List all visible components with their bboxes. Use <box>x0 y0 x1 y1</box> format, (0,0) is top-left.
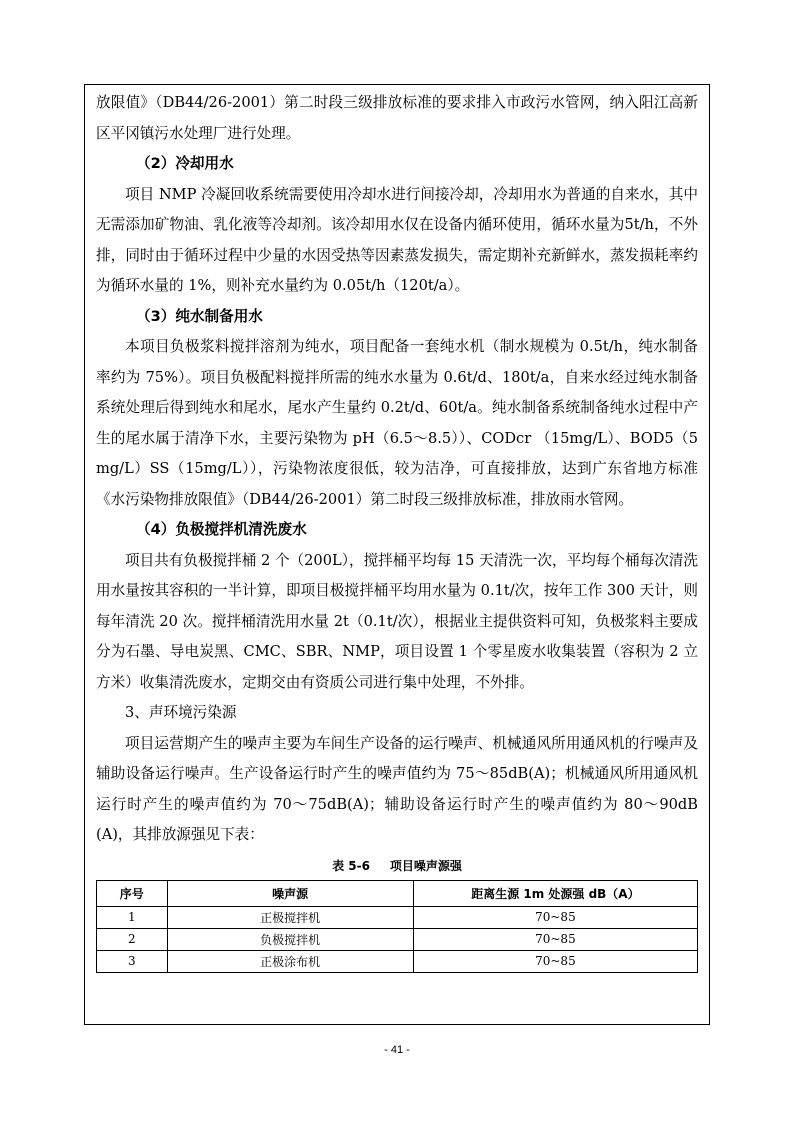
document-body <box>96 88 698 973</box>
cell-source: 正极涂布机 <box>167 950 413 972</box>
paragraph-discharge-standard: 放限值》（DB44/26-2001）第二时段三级排放标准的要求排入市政污水管网，纳入阳江高新区平冈镇污水处理厂进行处理。 <box>96 94 698 142</box>
noise-source-table <box>96 880 698 973</box>
paragraph-cooling-water: 项目 NMP 冷凝回收系统需要使用冷却水进行间接冷却，冷却用水为普通的自来水，其中无需添加矿物油、乳化液等冷却剂。该冷却用水仅在设备内循环使用，循环水量为5t/h，不外排，同时由于循环过程中少量的水因受热等因素蒸发损失，需定期补充新鲜水，蒸发损耗率约为循环水量的 1%，则补充水量约为 0.05t/h（120t/a）。 <box>96 185 698 294</box>
cell-index: 1 <box>97 906 168 928</box>
heading-mixer-wastewater: （4）负极搅拌机清洗废水 <box>136 521 307 538</box>
page-number: - 41 - <box>384 1044 410 1056</box>
table-row <box>97 906 698 928</box>
cell-index: 3 <box>97 950 168 972</box>
cell-source: 负极搅拌机 <box>167 928 413 950</box>
header-source-strength: 距离生源 1m 处源强 dB（A） <box>413 880 697 906</box>
heading-cooling-water: （2）冷却用水 <box>136 155 234 172</box>
paragraph-mixer-wastewater: 项目共有负极搅拌桶 2 个（200L），搅拌桶平均每 15 天清洗一次，平均每个桶每次清洗用水量按其容积的一半计算，即项目极搅拌桶平均用水量为 0.1t/次，按年工作 300 天计，则每年清洗 20 次。搅拌桶清洗用水量 2t（0.1t/次），根据业主提供资料可知，负极浆料主要成分为石墨、导电炭黑、CMC、SBR、NMP，项目设置 1 个零星废水收集装置（容积为 2 立方米）收集清洗废水，定期交由有资质公司进行集中处理，不外排。 <box>96 551 698 691</box>
paragraph-pure-water: 本项目负极浆料搅拌溶剂为纯水，项目配备一套纯水机（制水规模为 0.5t/h，纯水制备率约为 75%）。项目负极配料搅拌所需的纯水水量为 0.6t/d、180t/a，自来水经过纯水制备系统处理后得到纯水和尾水，尾水产生量约 0.2t/d、60t/a。纯水制备系统制备纯水过程中产生的尾水属于清净下水，主要污染物为 pH（6.5～8.5））、CODcr （15mg/L）、BOD5（5mg/L）SS（15mg/L）），污染物浓度很低，较为洁净，可直接排放，达到广东省地方标准《水污染物排放限值》（DB44/26-2001）第二时段三级排放标准，排放雨水管网。 <box>96 338 698 508</box>
table-row <box>97 928 698 950</box>
heading-noise-source: 3、声环境污染源 <box>125 704 237 721</box>
header-noise-source: 噪声源 <box>167 880 413 906</box>
cell-index: 2 <box>97 928 168 950</box>
header-index: 序号 <box>97 880 168 906</box>
table-caption <box>96 857 698 874</box>
heading-pure-water: （3）纯水制备用水 <box>136 307 263 325</box>
cell-strength: 70~85 <box>413 950 697 972</box>
table-header-row <box>97 880 698 906</box>
cell-strength: 70~85 <box>413 928 697 950</box>
table-caption-title: 项目噪声源强 <box>389 858 462 873</box>
paragraph-noise: 项目运营期产生的噪声主要为车间生产设备的运行噪声、机械通风所用通风机的行噪声及辅助设备运行噪声。生产设备运行时产生的噪声值约为 75～85dB(A)；机械通风所用通风机运行时产生的噪声值约为 70～75dB(A)；辅助设备运行时产生的噪声值约为 80～90dB(A)，其排放源强见下表： <box>96 734 698 843</box>
cell-strength: 70~85 <box>413 906 697 928</box>
table-row <box>97 950 698 972</box>
cell-source: 正极搅拌机 <box>167 906 413 928</box>
table-caption-number: 表 5-6 <box>332 858 370 873</box>
